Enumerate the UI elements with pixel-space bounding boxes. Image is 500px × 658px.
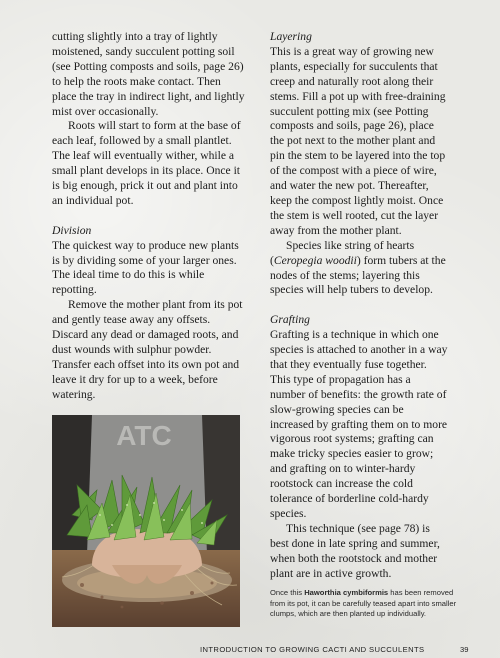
paragraph-grafting-intro: Grafting is a technique in which one species is attached to another in a way that they eventually fuse together. This type of propagation has a number of benefits: the growth rate of slow-growing species can be increased by grafting them on to more vigorous root systems; grafting can make tricky species easier to grow; and grafting on to winter-hardy rootstock can increase the cold tolerance of borderline cold-hardy species. xyxy=(270,328,448,520)
heading-layering: Layering xyxy=(270,30,312,43)
paragraph-leaf-cuttings-continued: cutting slightly into a tray of lightly moistened, sandy succulent potting soil (see Potting composts and soils, page 26) to help the roots make contact. Then place the tray in indirect light, and lightly mist over occasionally. xyxy=(52,30,245,118)
paragraph-grafting-timing: This technique (see page 78) is best done in late spring and summer, when both the rootstock and mother plant are in active growth. xyxy=(270,521,440,580)
photo-illustration xyxy=(52,415,240,627)
paragraph-division-intro: The quickest way to produce new plants is by dividing some of your larger ones. The ideal time to do this is while repotting. xyxy=(52,238,239,297)
heading-division: Division xyxy=(52,223,92,237)
paragraph-roots-form: Roots will start to form at the base of each leaf, followed by a small plantlet. The leaf will eventually wither, while a small plant develops in its place. Once it is big enough, prick it out and plant into an individual pot. xyxy=(52,119,241,207)
paragraph-layering-intro: This is a great way of growing new plants, especially for succulents that creep and naturally root along their stems. Fill a pot up with free-draining succulent potting mix (see Potting composts and soils, page 26), place the pot next to the mother plant and pin the stem to be layered into the top of the compost with a piece of wire, and water the new pot. Thereafter, keep the compost lightly moist. Once the stem is well rooted, cut the layer away from the mother plant. xyxy=(270,44,446,237)
page-number: 39 xyxy=(460,645,469,654)
paragraph-division-steps: Remove the mother plant from its pot and gently tease away any offsets. Discard any dead or damaged roots, and dust wounds with sulphur powder. Transfer each offset into its own pot and leave it dry for up to a week, before watering. xyxy=(52,298,243,401)
photo-caption: Once this Haworthia cymbiformis has been removed from its pot, it can be carefully teased apart into smaller clumps, which are then planted up individually. xyxy=(270,588,457,618)
spacer xyxy=(52,209,248,224)
caption-species-name: Haworthia cymbiformis xyxy=(304,588,389,597)
species-name: Ceropegia woodii xyxy=(273,253,357,267)
heading-grafting: Grafting xyxy=(270,313,310,327)
right-column xyxy=(270,30,448,582)
haworthia-photo xyxy=(52,415,240,627)
spacer xyxy=(270,298,448,313)
left-column xyxy=(52,30,248,403)
shirt-print: ATC xyxy=(116,420,172,451)
running-footer: INTRODUCTION TO GROWING CACTI AND SUCCULENTS xyxy=(200,645,425,654)
paragraph-string-of-hearts: Species like string of hearts (Ceropegia woodii) form tubers at the nodes of the stems; layering this species will help tubers to develop. xyxy=(270,238,446,297)
